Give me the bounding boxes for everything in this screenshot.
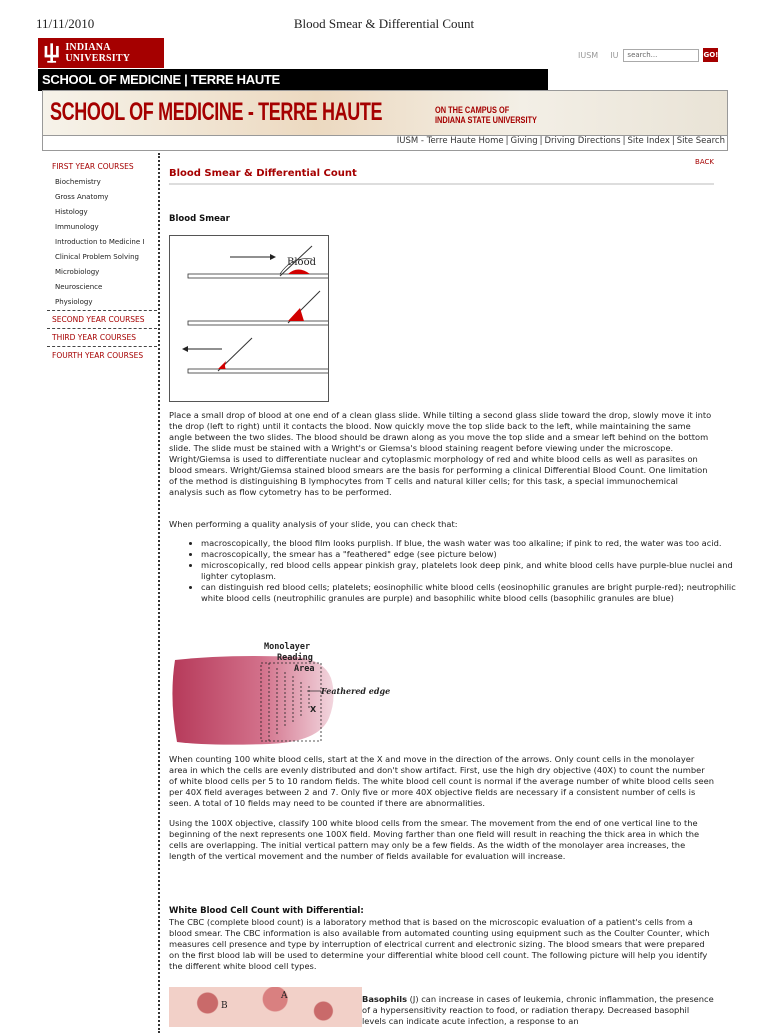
nav-giving-link[interactable]: Giving [510,136,538,146]
checklist-item: • macroscopically, the smear has a "feathered" edge (see picture below) [201,549,746,560]
wbc-types-figure [169,987,362,1027]
iu-logo-link[interactable] [38,38,164,68]
paragraph-basophils [362,994,714,1027]
title-divider [169,183,714,185]
back-link[interactable]: BACK [695,158,714,166]
banner-subtitle [435,105,537,125]
reading-label: Reading [277,653,313,663]
sidebar-separator [158,153,160,1033]
monolayer-label: Monolayer [264,642,311,652]
sidebar [45,158,157,364]
blood-label: Blood [287,257,316,268]
sidebar-item-neuroscience[interactable]: Neuroscience [55,283,103,291]
checklist-item: • can distinguish red blood cells; platelets; eosinophilic white blood cells (eosinophilic granules are bright purple-red); neutrophilic white blood cells (neutrophilic granules are purple) and basophilic white blood cells (basophilic granules are blue) [201,582,746,604]
print-header [36,16,732,36]
site-nav: IUSM - Terre Haute Home | Giving | Driving Directions | Site Index | Site Search [42,134,728,151]
sidebar-third-year[interactable]: THIRD YEAR COURSES [52,333,136,342]
wbc-label-b: B [221,1001,228,1011]
paragraph-quality-intro: When performing a quality analysis of your slide, you can check that: [169,519,458,529]
search-input[interactable]: search... [623,49,699,62]
sidebar-second-year[interactable]: SECOND YEAR COURSES [52,315,145,324]
start-x-mark: X [310,705,317,714]
banner-subtitle-line1: ON THE CAMPUS OF [435,105,510,115]
print-date: 11/11/2010 [36,16,95,31]
iu-name: INDIANA UNIVERSITY [65,42,131,64]
paragraph-counting: When counting 100 white blood cells, start at the X and move in the direction of the arrows. Only count cells in the monolayer area in which the cells are evenly distributed and don't show artifact. First, use the high dry objective (40X) to count the number of white blood cells per 5 to 10 random fields. The white blood cell count is normal if the average number of white blood cells seen per 40X field averages between 2 and 7. Only five or more 40X objective fields are necessary if a consistent number of cells is seen. A total of 10 fields may need to be counted if there are abnormalities. [169,754,715,808]
wbc-label-a: A [281,991,288,1001]
smear-technique-figure [169,235,329,402]
paragraph-cbc: The CBC (complete blood count) is a laboratory method that is based on the microscopic evaluation of a patient's cells from a blood smear. The CBC information is also available from automated counting using equipment such as the Coulter Counter, which measures cell presence and type by interruption of electrical current and electronic sizing. The blood smears that were prepared on the first blood lab will be used to determine your differential white blood cell count. The following picture will help you identify the different white blood cell types. [169,917,710,971]
nav-home-link[interactable]: IUSM - Terre Haute Home [396,136,504,146]
page-title: Blood Smear & Differential Count [169,168,357,179]
school-bar[interactable]: SCHOOL OF MEDICINE | TERRE HAUTE [38,69,548,91]
iu-link[interactable]: IU [610,50,619,60]
paragraph-procedure: Place a small drop of blood at one end of a clean glass slide. While tilting a second glass slide toward the drop, slowly move it into the drop (left to right) until it contacts the blood. Now quickly move the top slide back to the left, while maintaining the same angle between the two slides. The blood should be drawn along as you move the top slide and a smear left behind on the bottom slide. The slide must be stained with a Wright's or Giemsa's blood staining reagent before viewing under the microscope. Wright/Giemsa is used to differentiate nuclear and cytoplasmic morphology of red and white blood cells as well as parasites on blood smears. Wright/Giemsa stained blood smears are the basis for performing a clinical Differential Blood Count. One limitation of the method is distinguishing B lymphocytes from T cells and natural killer cells; for this task, a special immunochemical analysis such as flow cytometry has to be performed. [169,410,712,497]
sidebar-item-microbiology[interactable]: Microbiology [55,268,100,276]
iu-trident-icon [42,40,61,66]
sidebar-item-biochemistry[interactable]: Biochemistry [55,178,101,186]
nav-site-search-link[interactable]: Site Search [676,136,725,146]
monolayer-figure [169,638,409,748]
sidebar-first-year[interactable]: FIRST YEAR COURSES [52,162,134,171]
paragraph-100x: Using the 100X objective, classify 100 white blood cells from the smear. The movement from the end of one vertical line to the beginning of the next represents one 100X field. Moving farther than one field will result in reaching the thick area in which the cells are overlapping. The initial vertical pattern may only be a few fields. As the width of the monolayer area increases, the length of the vertical movement and the number of fields available for evaluation will increase. [169,818,700,861]
sidebar-item-clinical-problem-solving[interactable]: Clinical Problem Solving [55,253,139,261]
site-banner[interactable] [42,90,728,136]
sidebar-item-physiology[interactable]: Physiology [55,298,93,306]
checklist-item: • macroscopically, the blood film looks purplish. If blue, the wash water was too alkaline; if pink to red, the water was too acid. [201,538,746,549]
nav-site-index-link[interactable]: Site Index [627,136,670,146]
search-go-button[interactable]: GO! [703,48,718,62]
section-heading-wbc: White Blood Cell Count with Differential: [169,906,364,916]
iusm-link[interactable]: IUSM [578,50,599,60]
basophils-term: Basophils [362,994,408,1004]
print-title: Blood Smear & Differential Count [293,16,475,31]
area-label: Area [294,664,315,674]
banner-title: SCHOOL OF MEDICINE - TERRE HAUTE [50,98,383,126]
sidebar-fourth-year[interactable]: FOURTH YEAR COURSES [52,351,144,360]
sidebar-item-gross-anatomy[interactable]: Gross Anatomy [55,193,109,201]
sidebar-item-intro-medicine[interactable]: Introduction to Medicine I [55,238,145,246]
quality-checklist [169,538,746,604]
top-utilities [578,48,718,62]
banner-subtitle-line2: INDIANA STATE UNIVERSITY [435,115,537,125]
section-heading-blood-smear: Blood Smear [169,214,230,224]
sidebar-item-histology[interactable]: Histology [55,208,88,216]
checklist-item: • microscopically, red blood cells appear pinkish gray, platelets look deep pink, and white blood cells have purple-blue nuclei and lighter cytoplasm. [201,560,746,582]
nav-directions-link[interactable]: Driving Directions [544,136,621,146]
feathered-edge-label: Feathered edge [321,686,391,696]
sidebar-item-immunology[interactable]: Immunology [55,223,99,231]
basophils-text: (J) can increase in cases of leukemia, chronic inflammation, the presence of a hypersensitivity reaction to food, or radiation therapy. Decreased basophil levels can indicate acute infection, a response to an [362,994,714,1026]
